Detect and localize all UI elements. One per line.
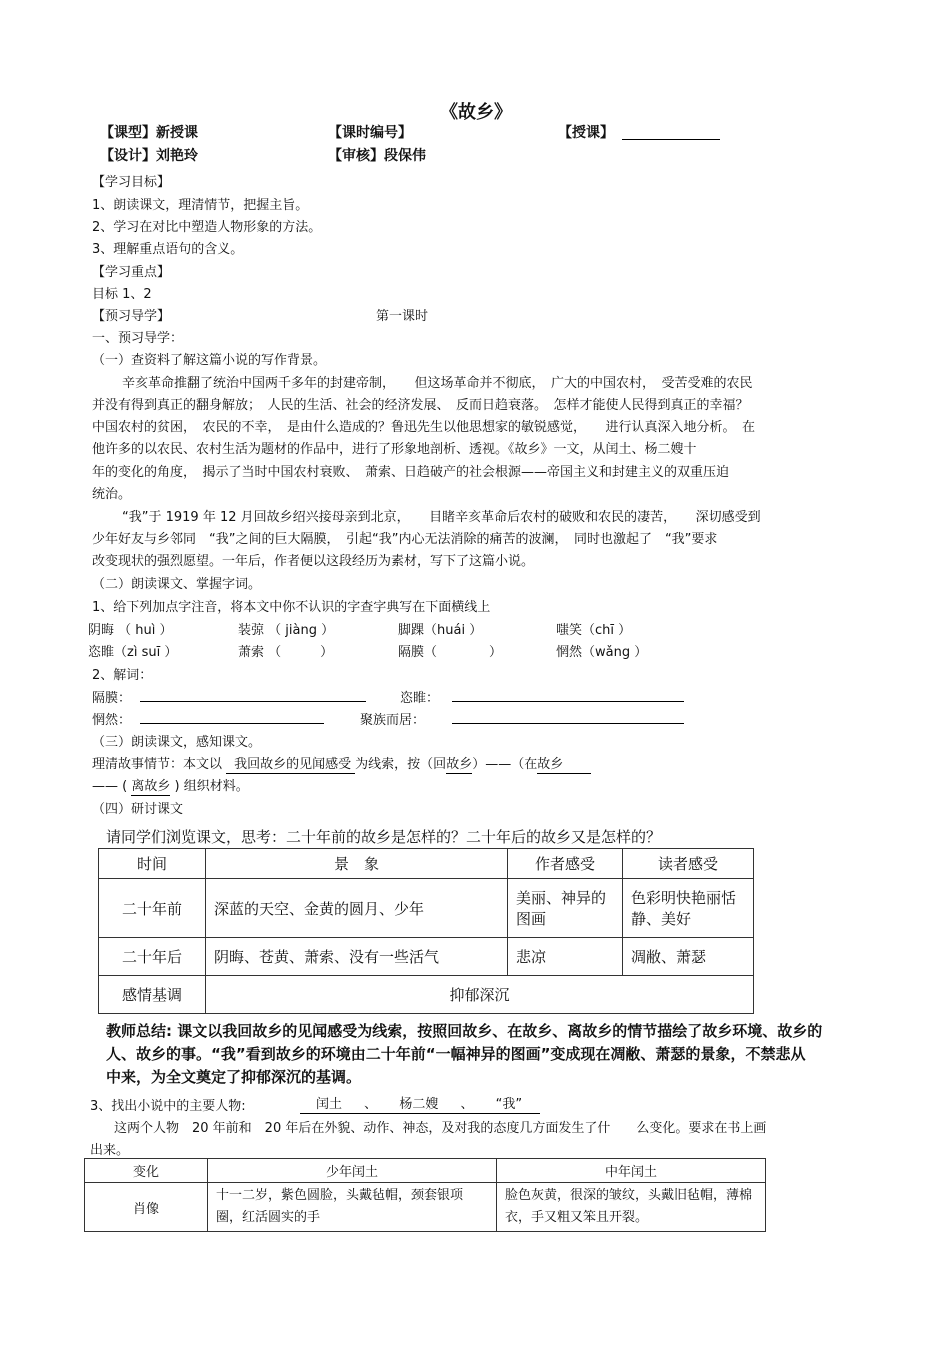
table-cell: 脸色灰黄，很深的皱纹，头戴旧毡帽，薄棉衣，手又粗又笨且开裂。 xyxy=(497,1183,766,1232)
summary-line: 中来，为全文奠定了抑郁深沉的基调。 xyxy=(106,1068,362,1086)
table-cell: 二十年前 xyxy=(99,879,206,938)
define-blank[interactable] xyxy=(452,723,684,724)
table-cell: 色彩明快艳丽恬静、美好 xyxy=(623,879,754,938)
word-item: 恣睢（zì suī ） xyxy=(88,645,178,660)
summary-line: 人、故乡的事。“我”看到故乡的环境由二十年前“一幅神异的图画”变成现在凋敝、萧瑟的景象，不禁悲从 xyxy=(106,1045,806,1063)
bg-line: 辛亥革命推翻了统治中国两千多年的封建帝制， 但这场革命并不彻底， 广大的中国农村， 受苦受难的农民 xyxy=(122,376,753,391)
bg-line: “我”于 1919 年 12 月回故乡绍兴接母亲到北京， 目睹辛亥革命后农村的破败和农民的凄苦， 深切感受到 xyxy=(122,510,761,525)
bg-line: 中国农村的贫困， 农民的不幸， 是由什么造成的？鲁迅先生以他思想家的敏锐感觉， 进行认真深入地分析。 在 xyxy=(92,420,756,435)
teach-blank xyxy=(622,139,720,140)
character-list xyxy=(300,1093,540,1114)
portrait-table xyxy=(84,1158,766,1232)
plot-text: ) 组织材料。 xyxy=(174,779,249,794)
table-header: 作者感受 xyxy=(508,849,623,879)
lesson-type: 【课型】新授课 xyxy=(100,125,198,141)
bg-line: 少年好友与乡邻同 “我”之间的巨大隔膜， 引起“我”内心无法消除的痛苦的波澜， 同时也激起了 “我”要求 xyxy=(92,532,718,547)
plot-blank: 我回故乡的见闻感受 xyxy=(226,757,355,774)
designer: 【设计】刘艳玲 xyxy=(100,148,198,164)
task1: 1、给下列加点字注音，将本文中你不认识的字查字典写在下面横线上 xyxy=(92,600,491,615)
plot-text: 理清故事情节：本文以 xyxy=(92,757,223,772)
plot-text: 为线索，按（回 xyxy=(355,757,447,772)
characters-instruction-end: 出来。 xyxy=(90,1143,130,1158)
summary-line-1 xyxy=(106,1020,822,1041)
goals-heading: 【学习目标】 xyxy=(92,175,171,190)
bg-line: 年的变化的角度， 揭示了当时中国农村衰败、 萧索、日趋破产的社会根源——帝国主义和封建主义的双重压迫 xyxy=(92,465,730,480)
plot-blank: 离故乡 xyxy=(131,779,171,794)
study-question: 请同学们浏览课文，思考：二十年前的故乡是怎样的？二十年后的故乡又是怎样的？ xyxy=(106,828,662,846)
preview-heading: 【预习导学】 xyxy=(92,309,171,324)
table-header: 少年闰土 xyxy=(208,1159,497,1183)
goal-item: 2、学习在对比中塑造人物形象的方法。 xyxy=(92,220,322,235)
plot-sentence xyxy=(92,753,591,772)
character-name: 闰土 xyxy=(316,1097,343,1112)
table-cell: 二十年后 xyxy=(99,938,206,976)
table-cell: 抑郁深沉 xyxy=(206,976,754,1014)
teach-label: 【授课】 xyxy=(558,125,614,141)
bg-line: 统治。 xyxy=(92,487,132,502)
bg-line: 改变现状的强烈愿望。一年后，作者便以这段经历为素材，写下了这篇小说。 xyxy=(92,554,535,569)
table-cell: 肖像 xyxy=(85,1183,208,1232)
define-blank[interactable] xyxy=(452,701,684,702)
define-label: 聚族而居： xyxy=(360,713,426,728)
part2-heading: （二）朗读课文、掌握字词。 xyxy=(92,577,262,592)
define-label: 恣睢： xyxy=(400,691,440,706)
define-blank[interactable] xyxy=(140,723,324,724)
bg-line: 并没有得到真正的翻身解放； 人民的生活、社会的经济发展、 反而日趋衰落。 怎样才能使人民得到真正的幸福？ xyxy=(92,398,749,413)
word-item: 惘然（wǎng ） xyxy=(556,645,648,660)
table-header: 变化 xyxy=(85,1159,208,1183)
word-item: 隔膜（ ） xyxy=(398,645,503,660)
define-blank[interactable] xyxy=(140,701,366,702)
separator: 、 xyxy=(460,1097,474,1112)
character-name: 杨二嫂 xyxy=(399,1097,439,1112)
character-name: “我” xyxy=(495,1097,523,1112)
define-label: 惘然： xyxy=(92,713,132,728)
characters-instruction: 这两个人物 20 年前和 20 年后在外貌、动作、神态，及对我的态度几方面发生了什 么变化。要求在书上画 xyxy=(114,1121,767,1136)
part4-heading: （四）研讨课文 xyxy=(92,802,184,817)
plot-blank: 故乡 xyxy=(537,757,591,774)
separator: 、 xyxy=(364,1097,378,1112)
preview-sub: 一、预习导学： xyxy=(92,331,184,346)
focus-text: 目标 1、2 xyxy=(92,287,152,302)
word-item: 萧索 （ ） xyxy=(238,645,334,660)
part3-heading: （三）朗读课文，感知课文。 xyxy=(92,735,262,750)
plot-blank: 故乡 xyxy=(446,757,473,772)
table-header: 中年闰土 xyxy=(497,1159,766,1183)
reviewer: 【审核】段保伟 xyxy=(328,148,426,164)
table-cell: 阴晦、苍黄、萧索、没有一些活气 xyxy=(206,938,508,976)
word-item: 嗤笑（chī ） xyxy=(556,623,632,638)
define-label: 隔膜： xyxy=(92,691,132,706)
bg-line: 他许多的以农民、农村生活为题材的作品中，进行了形象地剖析、透视。《故乡》一文，从闰土、杨二嫂十 xyxy=(92,442,697,457)
plot-sentence-2 xyxy=(92,775,249,794)
table-header: 景 象 xyxy=(206,849,508,879)
part1-heading: （一）查资料了解这篇小说的写作背景。 xyxy=(92,353,327,368)
word-item: 脚踝（huái ） xyxy=(398,623,483,638)
table-cell: 感情基调 xyxy=(99,976,206,1014)
table-cell: 十一二岁，紫色圆脸，头戴毡帽，颈套银项圈，红活圆实的手 xyxy=(208,1183,497,1232)
word-item: 阴晦 （ huì ） xyxy=(88,623,173,638)
lesson-number: 第一课时 xyxy=(376,309,429,324)
table-header: 读者感受 xyxy=(623,849,754,879)
table-cell: 凋敝、萧瑟 xyxy=(623,938,754,976)
lesson-code: 【课时编号】 xyxy=(328,125,412,141)
table-cell: 美丽、神异的图画 xyxy=(508,879,623,938)
word-item: 装弶 （ jiàng ） xyxy=(238,623,335,638)
plot-text: ）——（在 xyxy=(472,757,538,772)
plot-text: —— ( xyxy=(92,779,128,794)
goal-item: 1、朗读课文，理清情节，把握主旨。 xyxy=(92,198,309,213)
summary-text: 课文以我回故乡的见闻感受为线索，按照回故乡、在故乡、离故乡的情节描绘了故乡环境、故乡的 xyxy=(177,1022,823,1040)
table-cell: 悲凉 xyxy=(508,938,623,976)
summary-label: 教师总结: xyxy=(106,1022,172,1040)
goal-item: 3、理解重点语句的含义。 xyxy=(92,242,244,257)
focus-heading: 【学习重点】 xyxy=(92,265,171,280)
page-title: 《故乡》 xyxy=(440,102,512,123)
task2: 2、解词： xyxy=(92,668,153,683)
table-cell: 深蓝的天空、金黄的圆月、少年 xyxy=(206,879,508,938)
scene-table xyxy=(98,848,754,1014)
task3: 3、找出小说中的主要人物: xyxy=(90,1099,246,1114)
table-header: 时间 xyxy=(99,849,206,879)
